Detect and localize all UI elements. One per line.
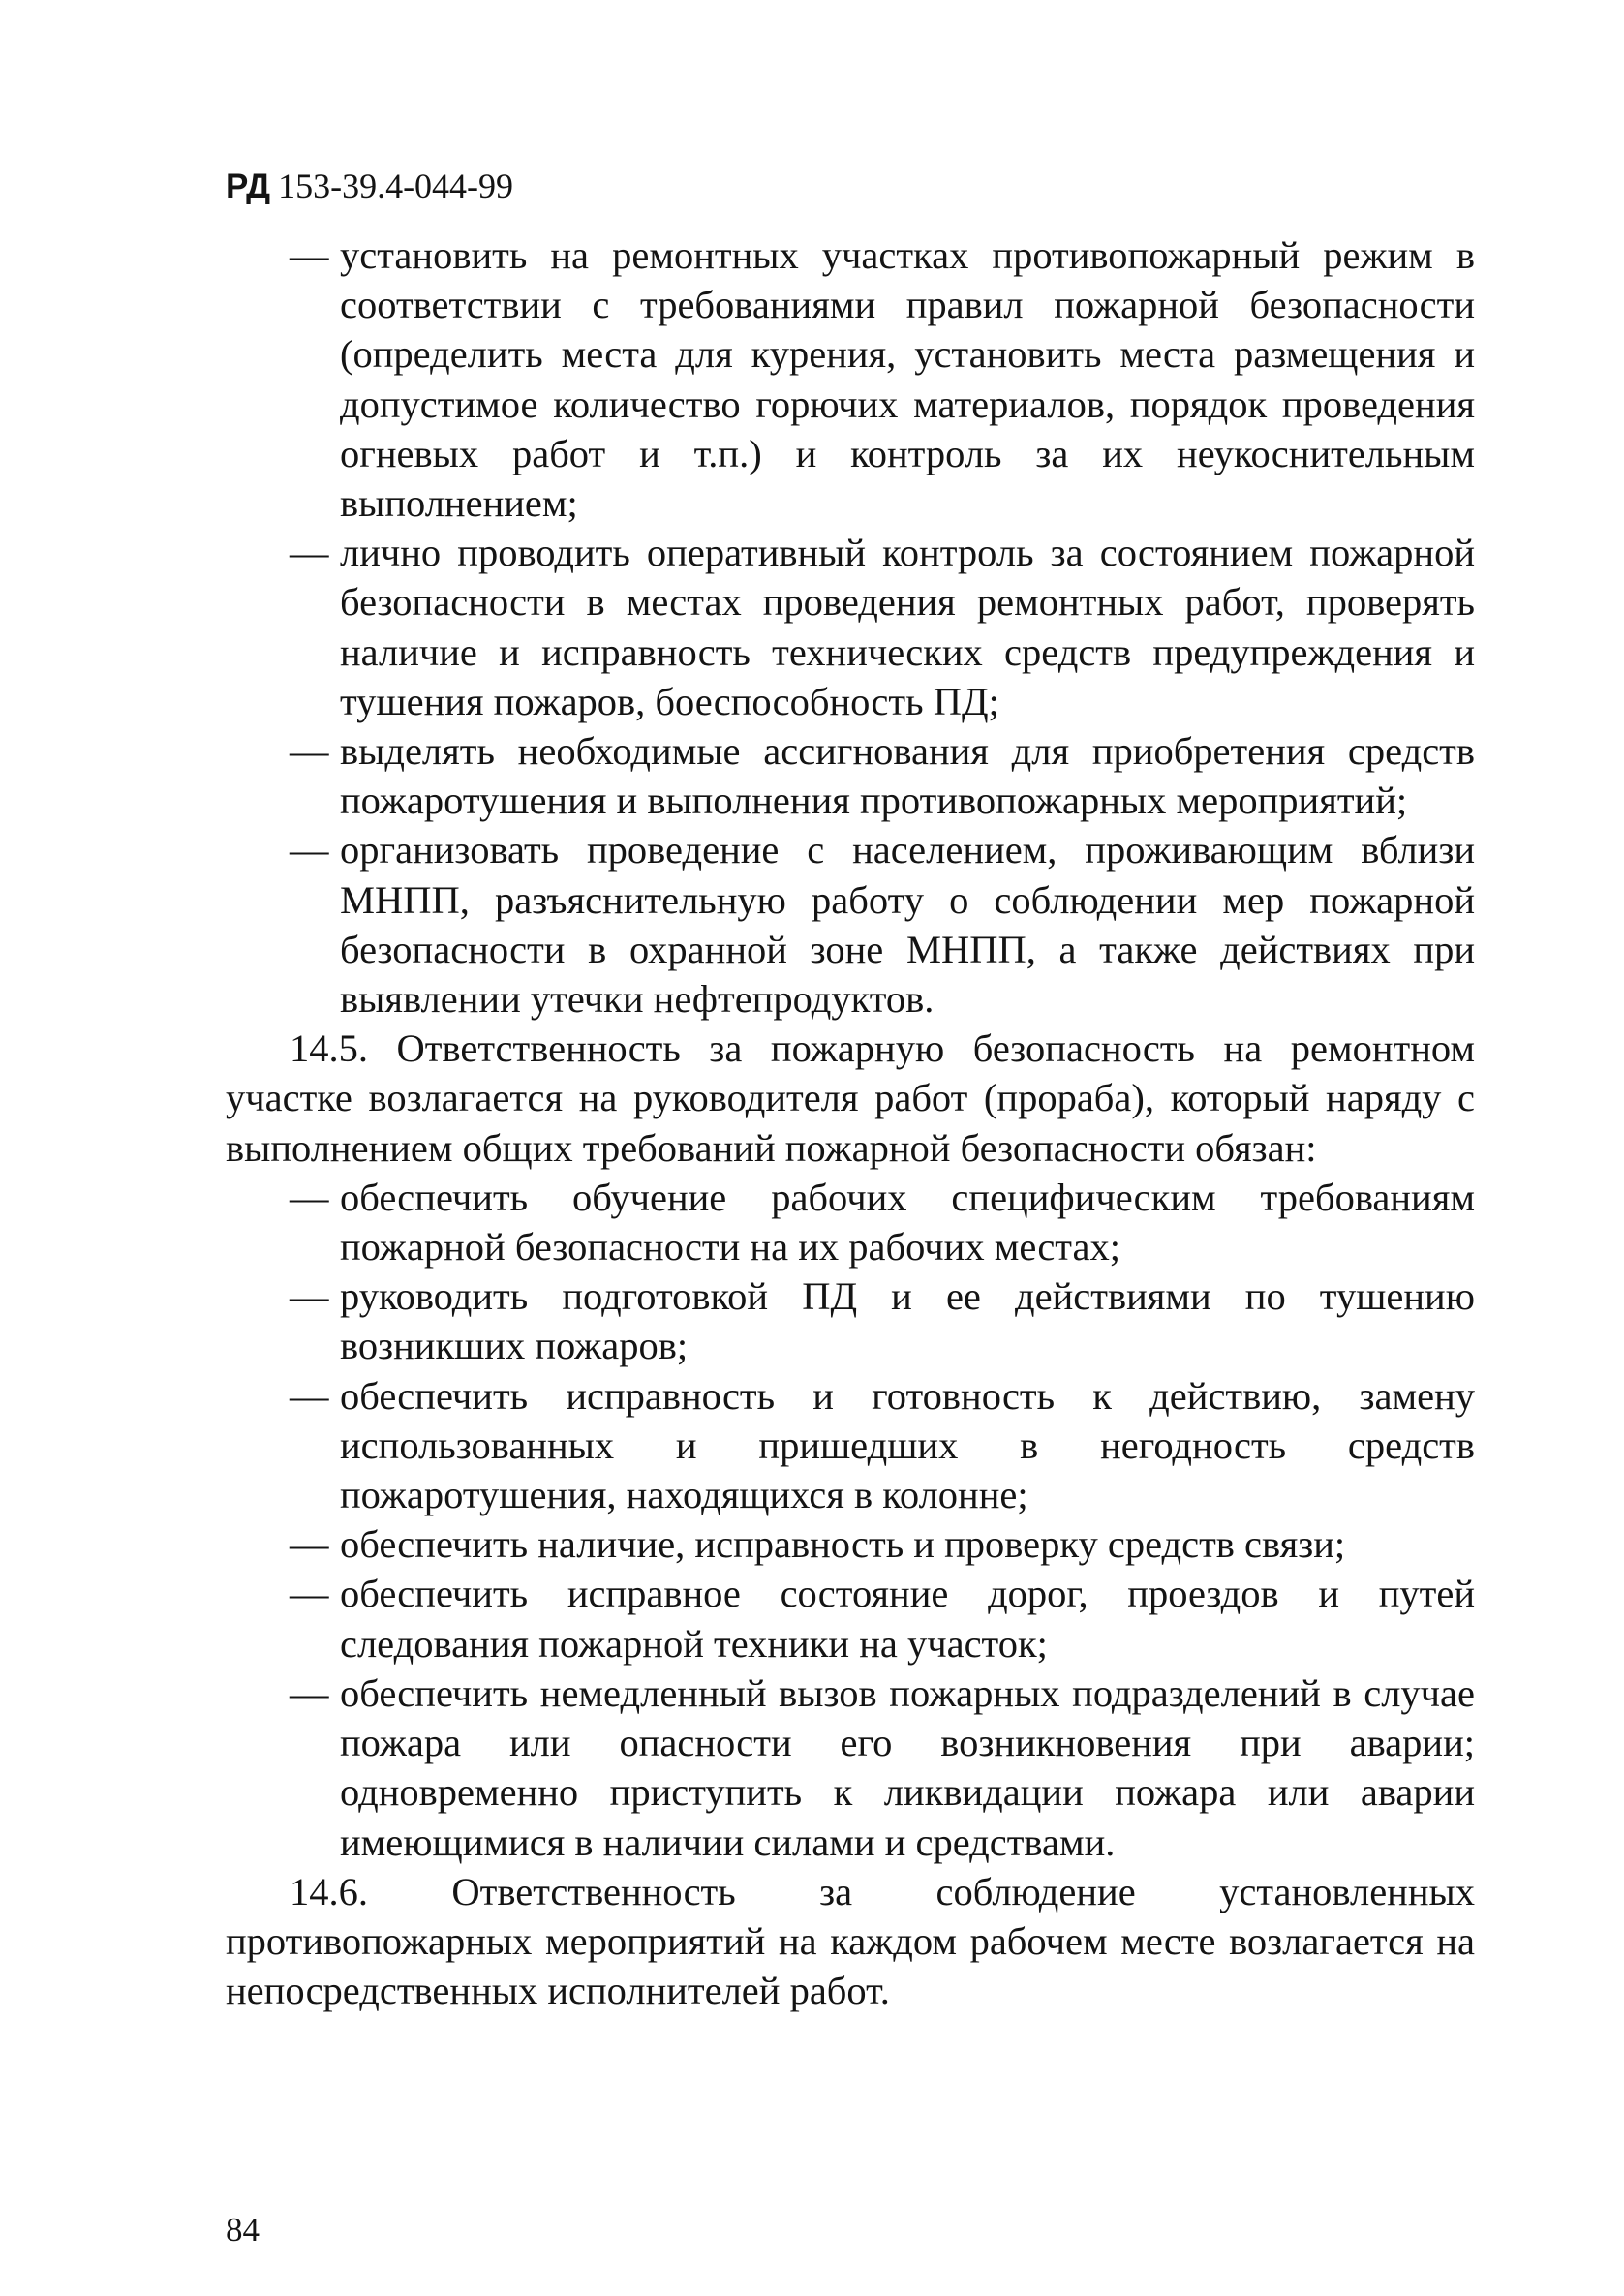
dash-marker: — [290, 1274, 329, 1319]
dash-marker: — [290, 1522, 329, 1567]
list-item [226, 1173, 1475, 1271]
list-item [226, 1519, 1475, 1569]
list-item [226, 1668, 1475, 1867]
list-item-text: выделять необходимые ассигнования для приобретения средств пожаротушения и выполнения противопожарных мероприятий; [340, 729, 1475, 823]
document-code-prefix: РД [226, 168, 271, 205]
list-item [226, 825, 1475, 1024]
list-item-text: руководить подготовкой ПД и ее действиями по тушению возникших пожаров; [340, 1274, 1475, 1368]
list-item [226, 726, 1475, 825]
list-item [226, 1371, 1475, 1520]
list-item-text: обеспечить обучение рабочих специфическим требованиям пожарной безопасности на их рабочих местах; [340, 1175, 1475, 1270]
list-item [226, 1271, 1475, 1370]
paragraph-14-6: 14.6. Ответственность за соблюдение установленных противопожарных мероприятий на каждом рабочем месте возлагается на непосредственных исполнителей работ. [226, 1869, 1475, 2013]
document-code-number: 153-39.4-044-99 [278, 167, 514, 205]
list-item-text: обеспечить немедленный вызов пожарных подразделений в случае пожара или опасности его возникновения при аварии; одновременно приступить к ликвидации пожара или аварии имеющимися в наличии силами и средствами. [340, 1670, 1475, 1864]
document-body [226, 230, 1475, 2015]
dash-marker: — [290, 828, 329, 872]
dash-marker: — [290, 233, 329, 277]
dash-marker: — [290, 1572, 329, 1616]
list-item [226, 528, 1475, 726]
list-item-text: лично проводить оперативный контроль за состоянием пожарной безопасности в местах проведения ремонтных работ, проверять наличие и исправность технических средств предупреждения и тушения пожаров, боеспособность ПД; [340, 531, 1475, 723]
page-number: 84 [226, 2211, 260, 2249]
list-item [226, 230, 1475, 528]
duties-list-2 [226, 1173, 1475, 1867]
dash-marker: — [290, 1175, 329, 1219]
dash-marker: — [290, 1373, 329, 1418]
document-header [226, 165, 513, 208]
dash-marker: — [290, 1670, 329, 1715]
list-item-text: обеспечить исправность и готовность к действию, замену использованных и пришедших в негодность средств пожаротушения, находящихся в колонне; [340, 1373, 1475, 1517]
dash-marker: — [290, 729, 329, 774]
list-item-text: установить на ремонтных участках противопожарный режим в соответствии с требованиями правил пожарной безопасности (определить места для курения, установить места размещения и допустимое количество горючих материалов, порядок проведения огневых работ и т.п.) и контроль за их неукоснительным выполнением; [340, 233, 1475, 526]
list-item-text: организовать проведение с населением, проживающим вблизи МНПП, разъяснительную работу о соблюдении мер пожарной безопасности в охранной зоне МНПП, а также действиях при выявлении утечки нефтепродуктов. [340, 828, 1475, 1022]
list-item [226, 1569, 1475, 1668]
list-item-text: обеспечить наличие, исправность и проверку средств связи; [340, 1522, 1346, 1567]
dash-marker: — [290, 531, 329, 575]
paragraph-14-5: 14.5. Ответственность за пожарную безопасность на ремонтном участке возлагается на руководителя работ (прораба), который наряду с выполнением общих требований пожарной безопасности обязан: [226, 1026, 1475, 1170]
duties-list-1 [226, 230, 1475, 1024]
list-item-text: обеспечить исправное состояние дорог, проездов и путей следования пожарной техники на участок; [340, 1572, 1475, 1666]
